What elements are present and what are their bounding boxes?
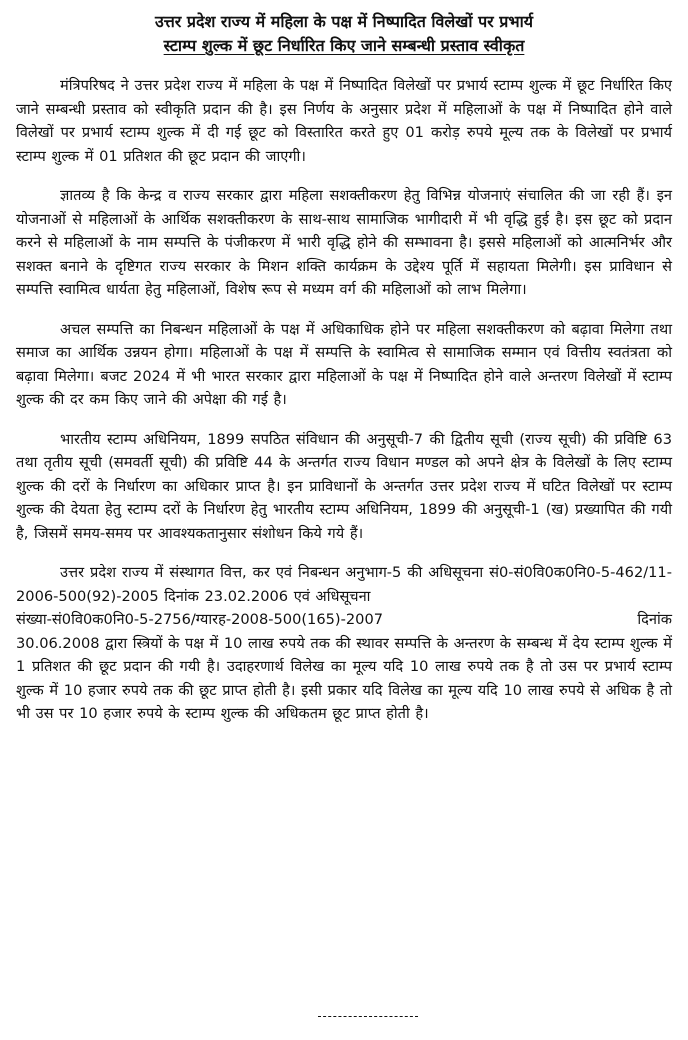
date-label: दिनांक xyxy=(637,611,672,628)
title-line-2: स्टाम्प शुल्क में छूट निर्धारित किए जाने सम्बन्धी प्रस्ताव स्वीकृत xyxy=(163,36,525,55)
paragraph-3: अचल सम्पत्ति का निबन्धन महिलाओं के पक्ष में अधिकाधिक होने पर महिला सशक्तीकरण को बढ़ावा मिलेगा तथा समाज का आर्थिक उन्नयन होगा। महिलाओं के पक्ष में सम्पत्ति के स्वामित्व से सामाजिक सम्मान एवं वित्तीय स्वतंत्रता को बढ़ावा मिलेगा। बजट 2024 में भी भारत सरकार द्वारा महिलाओं के पक्ष में निष्पादित होने वाले अन्तरण विलेखों में स्टाम्प शुल्क की दर कम किए जाने की अपेक्षा की गई है। xyxy=(16,320,672,408)
paragraph-5-rest: 30.06.2008 द्वारा स्त्रियों के पक्ष में 10 लाख रुपये तक की स्थावर सम्पत्ति के अन्तरण के सम्बन्ध में देय स्टाम्प शुल्क में 1 प्रतिशत की छूट प्रदान की गयी है। उदाहरणार्थ विलेख का मूल्य यदि 10 लाख रुपये तक है तो उस पर प्रभार्य स्टाम्प शुल्क में 10 हजार रुपये तक की छूट प्राप्त होती है। इसी प्रकार यदि विलेख का मूल्य यदि 10 लाख रुपये से अधिक है तो भी उस पर 10 हजार रुपये के स्टाम्प शुल्क की अधिकतम छूट प्राप्त होती है। xyxy=(16,634,672,722)
title-line-1: उत्तर प्रदेश राज्य में महिला के पक्ष में निष्पादित विलेखों पर प्रभार्य xyxy=(154,12,534,31)
paragraph-2: ज्ञातव्य है कि केन्द्र व राज्य सरकार द्वारा महिला सशक्तीकरण हेतु विभिन्न योजनाएं संचालित की जा रही हैं। इन योजनाओं से महिलाओं के आर्थिक सशक्तीकरण के साथ-साथ सामाजिक भागीदारी में भी वृद्धि हुई है। इस छूट को प्रदान करने से महिलाओं के नाम सम्पत्ति के पंजीकरण में भारी वृद्धि होने की सम्भावना है। इससे महिलाओं को आत्मनिर्भर और सशक्त बनाने के दृष्टिगत राज्य सरकार के मिशन शक्ति कार्यक्रम के उद्देश्य पूर्ति में सहायता मिलेगी। इस प्राविधान से सम्पत्ति स्वामित्व धार्यता हेतु महिलाओं, विशेष रूप से मध्यम वर्ग की महिलाओं को लाभ मिलेगा। xyxy=(16,187,672,298)
paragraph-4: भारतीय स्टाम्प अधिनियम, 1899 सपठित संविधान की अनुसूची-7 की द्वितीय सूची (राज्य सूची) की प्रविष्टि 63 तथा तृतीय सूची (समवर्ती सूची) की प्रविष्टि 44 के अन्तर्गत राज्य विधान मण्डल को अपने क्षेत्र के विलेखों के लिए स्टाम्प शुल्क की दरों के निर्धारण का अधिकार प्राप्त है। इन प्राविधानों के अन्तर्गत उत्तर प्रदेश राज्य में घटित विलेखों पर स्टाम्प शुल्क की देयता हेतु स्टाम्प दरों के निर्धारण हेतु भारतीय स्टाम्प अधिनियम, 1899 की अनुसूची-1 (ख) प्रख्यापित की गयी है, जिसमें समय-समय पर आवश्यकतानुसार संशोधन किये गये हैं। xyxy=(16,430,672,542)
title-block xyxy=(16,10,672,58)
paragraph-5-reference-line xyxy=(16,608,672,632)
paragraph-5-lead: उत्तर प्रदेश राज्य में संस्थागत वित्त, कर एवं निबन्धन अनुभाग-5 की अधिसूचना सं0-सं0वि0क0नि0-5-462/11-2006-500(92)-2005 दिनांक 23.02.2006 एवं अधिसूचना xyxy=(16,564,672,605)
paragraph-1: मंत्रिपरिषद ने उत्तर प्रदेश राज्य में महिला के पक्ष में निष्पादित विलेखों पर प्रभार्य स्टाम्प शुल्क में छूट निर्धारित किए जाने सम्बन्धी प्रस्ताव को स्वीकृति प्रदान की है। इस निर्णय के अनुसार प्रदेश में महिलाओं के पक्ष में निष्पादित होने वाले विलेखों पर प्रभार्य स्टाम्प शुल्क में दी गई छूट को विस्तारित करते हुए 01 करोड़ रुपये मूल्य तक के विलेखों पर प्रभार्य स्टाम्प शुल्क में 01 प्रतिशत की छूट प्रदान की जाएगी। xyxy=(16,77,672,165)
notification-number: संख्या-सं0वि0क0नि0-5-2756/ग्यारह-2008-500(165)-2007 xyxy=(16,611,384,628)
end-divider xyxy=(318,1016,418,1018)
paragraph-5 xyxy=(16,561,672,726)
